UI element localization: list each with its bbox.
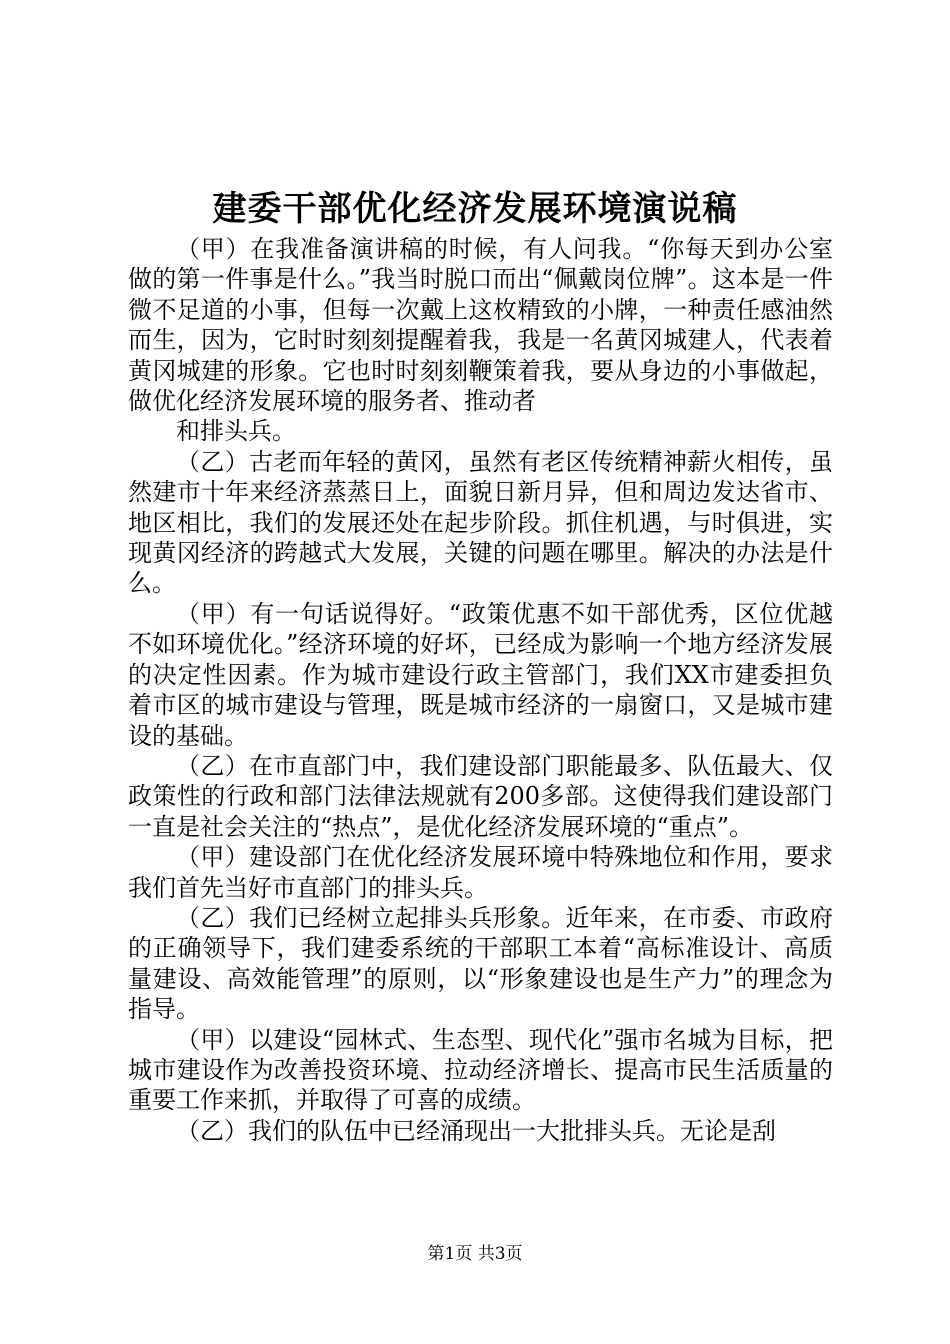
- paragraph: （甲）在我准备演讲稿的时候，有人问我。“你每天到办公室做的第一件事是什么。”我当时脱口而出“佩戴岗位牌”。这本是一件微不足道的小事，但每一次戴上这枚精致的小牌，一种责任感油然而生，因为，它时时刻刻提醒着我，我是一名黄冈城建人，代表着黄冈城建的形象。它也时时刻刻鞭策着我，要从身边的小事做起，做优化经济发展环境的服务者、推动者: [128, 235, 833, 416]
- paragraph: （甲）以建设“园林式、生态型、现代化”强市名城为目标，把城市建设作为改善投资环境、拉动经济增长、提高市民生活质量的重要工作来抓，并取得了可喜的成绩。: [128, 1025, 833, 1115]
- document-title: 建委干部优化经济发展环境演说稿: [212, 189, 738, 229]
- paragraph: （乙）在市直部门中，我们建设部门职能最多、队伍最大、仅政策性的行政和部门法律法规就有200多部。这使得我们建设部门一直是社会关注的“热点”，是优化经济发展环境的“重点”。: [128, 751, 833, 841]
- paragraph: （乙）我们的队伍中已经涌现出一大批排头兵。无论是刮: [176, 1116, 776, 1145]
- paragraph: （乙）古老而年轻的黄冈，虽然有老区传统精神薪火相传，虽然建市十年来经济蒸蒸日上，面貌日新月异，但和周边发达省市、地区相比，我们的发展还处在起步阶段。抓住机遇，与时俱进，实现黄冈经济的跨越式大发展，关键的问题在哪里。解决的办法是什么。: [128, 447, 833, 598]
- page-number: 第1页 共3页: [427, 1244, 523, 1264]
- paragraph: （甲）建设部门在优化经济发展环境中特殊地位和作用，要求我们首先当好市直部门的排头兵。: [128, 843, 833, 902]
- paragraph: 和排头兵。: [176, 417, 296, 446]
- document-body: [128, 234, 833, 1146]
- paragraph: （甲）有一句话说得好。“政策优惠不如干部优秀，区位优越不如环境优化。”经济环境的好坏，已经成为影响一个地方经济发展的决定性因素。作为城市建设行政主管部门，我们XX市建委担负着市区的城市建设与管理，既是城市经济的一扇窗口，又是城市建设的基础。: [128, 599, 833, 750]
- paragraph: （乙）我们已经树立起排头兵形象。近年来，在市委、市政府的正确领导下，我们建委系统的干部职工本着“高标准设计、高质量建设、高效能管理”的原则，以“形象建设也是生产力”的理念为指导。: [128, 903, 833, 1024]
